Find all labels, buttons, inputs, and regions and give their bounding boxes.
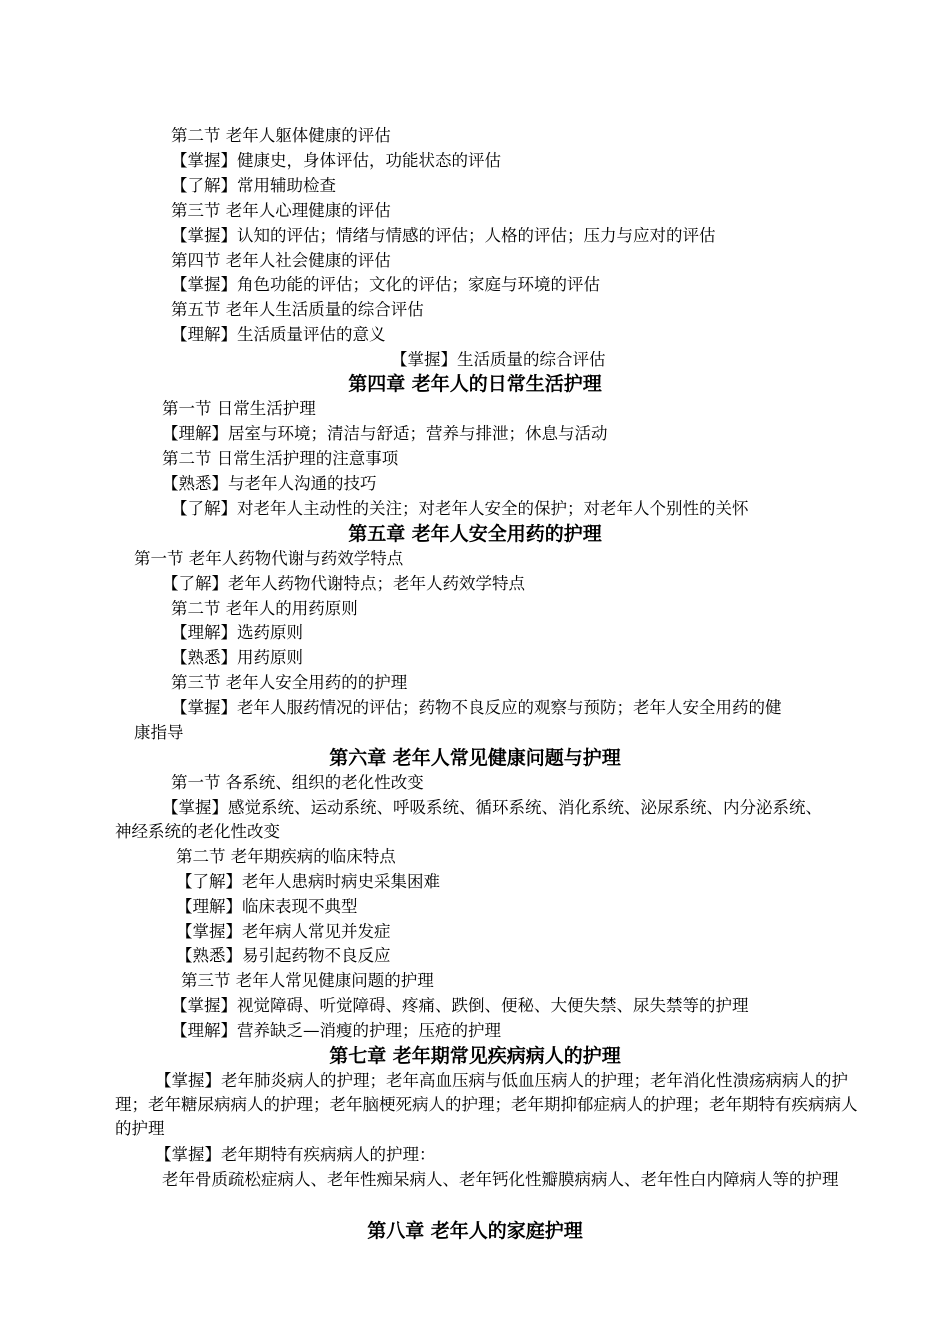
section-title: 第二节 日常生活护理的注意事项	[162, 449, 399, 468]
objective-line: 【理解】居室与环境；清洁与舒适；营养与排泄；休息与活动	[162, 424, 608, 443]
section-title: 第五节 老年人生活质量的综合评估	[171, 300, 424, 319]
objective-line: 【掌握】老年病人常见并发症	[176, 922, 391, 941]
objective-line: 【熟悉】易引起药物不良反应	[176, 946, 391, 965]
objective-line: 【掌握】健康史，身体评估，功能状态的评估	[171, 151, 501, 170]
objective-line: 【掌握】视觉障碍、听觉障碍、疼痛、跌倒、便秘、大便失禁、尿失禁等的护理	[171, 996, 749, 1015]
objective-paragraph: 老年骨质疏松症病人、老年性痴呆病人、老年钙化性瓣膜病病人、老年性白内障病人等的护理	[162, 1170, 839, 1189]
section-title: 第一节 老年人药物代谢与药效学特点	[134, 549, 404, 568]
objective-line: 【了解】老年人药物代谢特点；老年人药效学特点	[162, 574, 525, 593]
objective-line: 【理解】选药原则	[171, 623, 303, 642]
objective-line: 【了解】对老年人主动性的关注；对老年人安全的保护；对老年人个别性的关怀	[171, 499, 749, 518]
objective-line-continued: 神经系统的老化性改变	[115, 822, 280, 841]
objective-line: 【掌握】角色功能的评估；文化的评估；家庭与环境的评估	[171, 275, 600, 294]
objective-line: 【了解】老年人患病时病史采集困难	[176, 872, 440, 891]
objective-line: 【掌握】感觉系统、运动系统、呼吸系统、循环系统、消化系统、泌尿系统、内分泌系统、	[162, 798, 822, 817]
chapter-heading: 第四章 老年人的日常生活护理	[348, 373, 602, 395]
section-title: 第二节 老年人躯体健康的评估	[171, 126, 391, 145]
section-title: 第一节 各系统、组织的老化性改变	[171, 773, 424, 792]
section-title: 第二节 老年人的用药原则	[171, 599, 358, 618]
objective-paragraph: 【掌握】老年肺炎病人的护理；老年高血压病与低血压病人的护理；老年消化性溃疡病病人的护理；老年糖尿病病人的护理；老年脑梗死病人的护理；老年期抑郁症病人的护理；老年期特有疾病病人的护理	[115, 1071, 858, 1138]
objective-line: 【掌握】老年期特有疾病病人的护理：	[155, 1145, 436, 1164]
objective-line: 【理解】临床表现不典型	[176, 897, 358, 916]
section-title: 第三节 老年人安全用药的的护理	[171, 673, 408, 692]
objective-line: 【掌握】认知的评估；情绪与情感的评估；人格的评估；压力与应对的评估	[171, 226, 716, 245]
section-title: 第三节 老年人心理健康的评估	[171, 201, 391, 220]
section-title: 第一节 日常生活护理	[162, 399, 316, 418]
chapter-heading: 第七章 老年期常见疾病病人的护理	[329, 1045, 621, 1067]
objective-line: 【掌握】老年人服药情况的评估；药物不良反应的观察与预防；老年人安全用药的健	[171, 698, 782, 717]
objective-line: 【熟悉】与老年人沟通的技巧	[162, 474, 377, 493]
objective-line-continued: 康指导	[134, 723, 184, 742]
chapter-heading: 第八章 老年人的家庭护理	[367, 1220, 583, 1242]
objective-line: 【理解】营养缺乏—消瘦的护理；压疮的护理	[171, 1021, 501, 1040]
section-title: 第二节 老年期疾病的临床特点	[176, 847, 396, 866]
section-title: 第四节 老年人社会健康的评估	[171, 251, 391, 270]
section-title: 第三节 老年人常见健康问题的护理	[181, 971, 434, 990]
objective-line: 【理解】生活质量评估的意义	[171, 325, 386, 344]
objective-line: 【了解】常用辅助检查	[171, 176, 336, 195]
objective-line: 【熟悉】用药原则	[171, 648, 303, 667]
chapter-heading: 第五章 老年人安全用药的护理	[348, 523, 602, 545]
objective-line: 【掌握】生活质量的综合评估	[391, 350, 606, 369]
chapter-heading: 第六章 老年人常见健康问题与护理	[329, 747, 621, 769]
